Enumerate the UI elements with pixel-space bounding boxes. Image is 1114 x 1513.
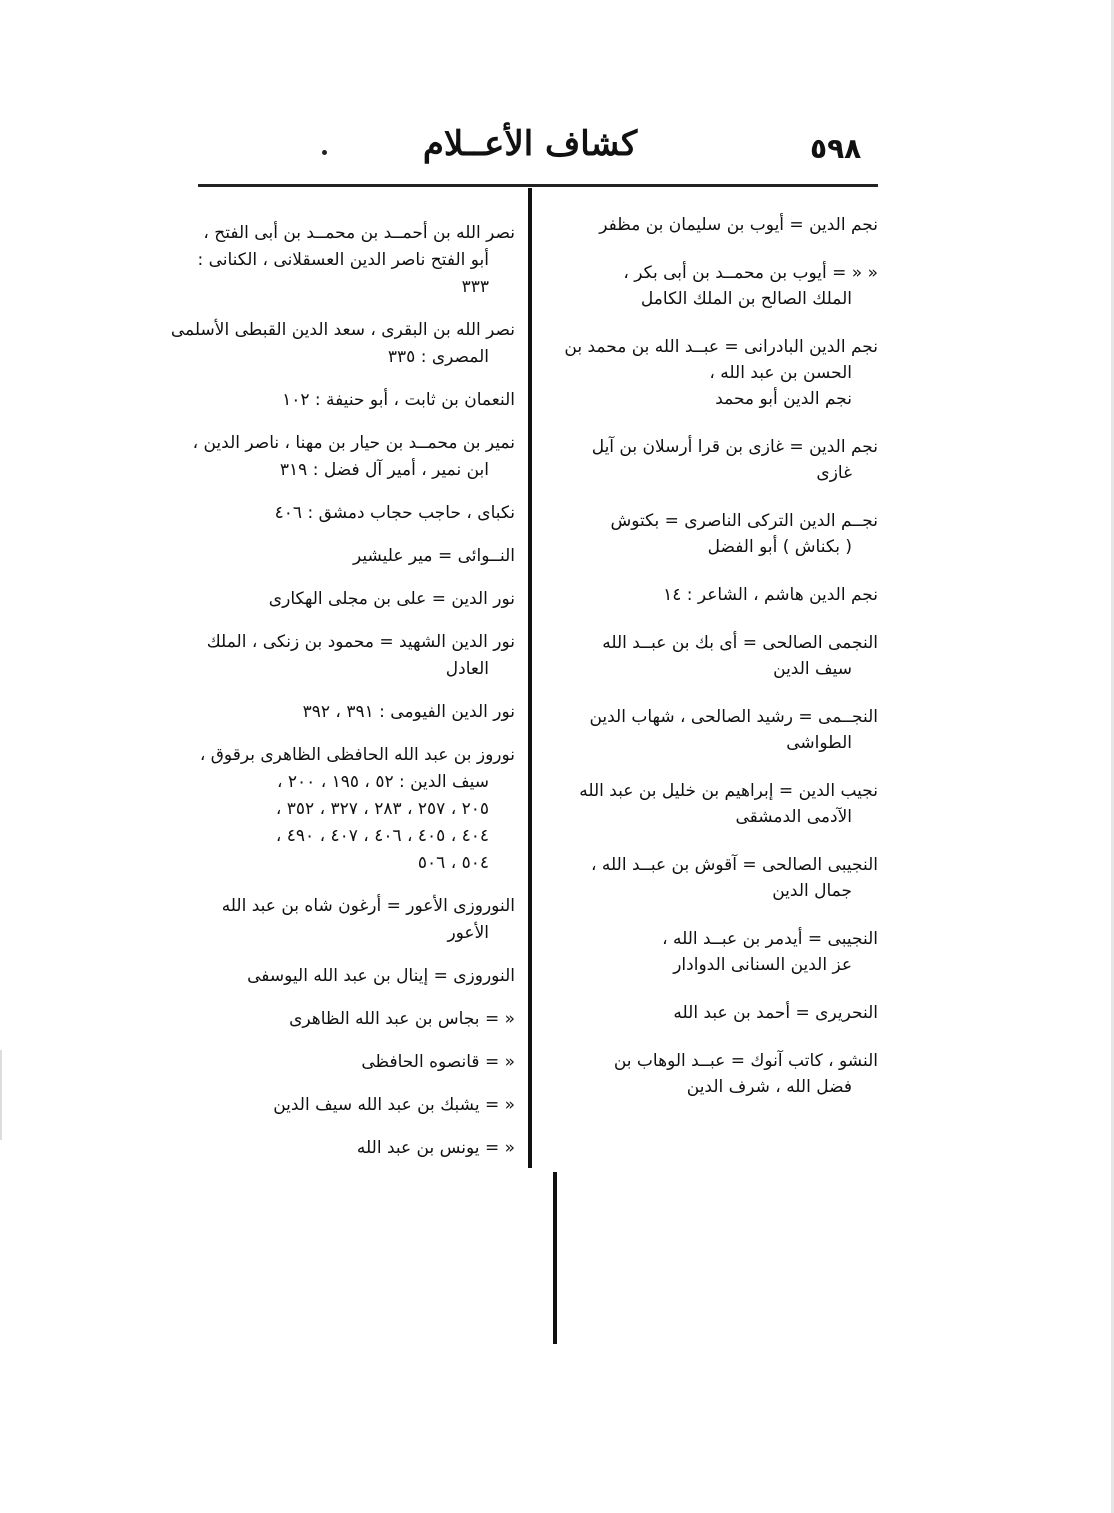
- index-entry-continuation: فضل الله ، شرف الدين: [686, 1077, 852, 1097]
- index-entry-continuation: سيف الدين : ٥٢ ، ١٩٥ ، ٢٠٠ ،: [277, 772, 489, 792]
- index-entry-headline: النشو ، كاتب آنوك = عبــد الوهاب بن: [613, 1051, 878, 1071]
- index-entry: [210, 893, 515, 947]
- column-divider-lower: [553, 1172, 557, 1344]
- index-entry-headline: نوروز بن عبد الله الحافظى الظاهرى برقوق ،: [199, 745, 515, 765]
- index-entry-headline: « « = أيوب بن محمــد بن أبى بكر ،: [623, 263, 878, 283]
- index-entry-continuation: الأعور: [447, 923, 489, 943]
- index-entry: [197, 220, 515, 301]
- index-entry-continuation: ٢٠٥ ، ٢٥٧ ، ٢٨٣ ، ٣٢٧ ، ٣٥٢ ،: [275, 799, 489, 819]
- index-entry: [210, 1049, 515, 1076]
- index-entry: [560, 582, 878, 608]
- index-entry: [560, 508, 878, 560]
- index-entry-headline: نجــم الدين التركى الناصرى = بكتوش: [610, 511, 878, 531]
- index-entry: [560, 778, 878, 830]
- header-dot: [322, 150, 327, 155]
- index-entry-continuation: العادل: [445, 659, 489, 679]
- index-entry: [210, 500, 515, 527]
- index-entry-headline: نور الدين = على بن مجلى الهكارى: [268, 589, 515, 609]
- index-entry: [210, 586, 515, 613]
- page-number: ٥٩٨: [810, 132, 862, 165]
- index-entry-headline: النجــمى = رشيد الصالحى ، شهاب الدين: [589, 707, 878, 727]
- index-entry-continuation: ( بكناش ) أبو الفضل: [707, 537, 852, 557]
- index-entry-continuation: أبو الفتح ناصر الدين العسقلانى ، الكنانى :: [197, 250, 489, 270]
- index-entry: [560, 630, 878, 682]
- right-column: [560, 212, 878, 1122]
- index-entry-headline: النجيبى = أيدمر بن عبــد الله ،: [662, 929, 878, 949]
- index-entry-headline: « = قانصوه الحافظى: [361, 1052, 515, 1072]
- index-entry-headline: نجيب الدين = إبراهيم بن خليل بن عبد الله: [579, 781, 878, 801]
- index-entry: [210, 387, 515, 414]
- index-entry: [210, 543, 515, 570]
- index-entry-continuation: المصرى : ٣٣٥: [387, 347, 489, 367]
- index-entry-continuation: جمال الدين: [772, 881, 852, 901]
- index-entry: [210, 699, 515, 726]
- index-entry: [560, 704, 878, 756]
- index-entry: [560, 260, 878, 312]
- index-entry: [210, 963, 515, 990]
- index-entry-headline: النــوائى = مير عليشير: [352, 546, 515, 566]
- index-entry-continuation: الحسن بن عبد الله ،: [709, 363, 852, 383]
- index-entry-headline: النوروزى الأعور = أرغون شاه بن عبد الله: [221, 896, 515, 916]
- index-entry-headline: نجم الدين هاشم ، الشاعر : ١٤: [663, 585, 878, 605]
- index-entry-headline: نصر الله بن البقرى ، سعد الدين القبطى الأسلمى: [170, 320, 515, 340]
- index-entry: [560, 1000, 878, 1026]
- scan-edge-mark: [0, 1050, 2, 1140]
- index-entry-continuation: ابن نمير ، أمير آل فضل : ٣١٩: [279, 460, 489, 480]
- index-entry-continuation: الطواشى: [786, 733, 852, 753]
- header-rule: [198, 184, 878, 187]
- index-entry: [560, 1048, 878, 1100]
- index-entry: [170, 317, 515, 371]
- index-entry-headline: نكباى ، حاجب حجاب دمشق : ٤٠٦: [274, 503, 515, 523]
- index-entry-continuation: ٣٣٣: [461, 277, 489, 297]
- column-divider-upper: [528, 188, 532, 1168]
- index-entry-headline: النحريرى = أحمد بن عبد الله: [673, 1003, 878, 1023]
- index-entry-headline: النجمى الصالحى = أى بك بن عبــد الله: [602, 633, 878, 653]
- index-entry-headline: النعمان بن ثابت ، أبو حنيفة : ١٠٢: [282, 390, 515, 410]
- index-entry-continuation: نجم الدين أبو محمد: [715, 389, 852, 409]
- index-entry-headline: النوروزى = إينال بن عبد الله اليوسفى: [247, 966, 515, 986]
- index-entry: [210, 1006, 515, 1033]
- index-entry: [206, 629, 515, 683]
- index-entry: [560, 434, 878, 486]
- index-entry-headline: نصر الله بن أحمــد بن محمــد بن أبى الفتح ،: [203, 223, 515, 243]
- index-entry-headline: نور الدين الفيومى : ٣٩١ ، ٣٩٢: [302, 702, 515, 722]
- index-entry: [560, 334, 878, 412]
- index-entry-headline: النجيبى الصالحى = آقوش بن عبــد الله ،: [591, 855, 878, 875]
- index-entry: [192, 430, 515, 484]
- index-entry-continuation: الآدمى الدمشقى: [735, 807, 852, 827]
- index-entry-headline: « = بجاس بن عبد الله الظاهرى: [289, 1009, 515, 1029]
- index-entry: [210, 1092, 515, 1119]
- index-entry-headline: « = يونس بن عبد الله: [356, 1138, 515, 1158]
- running-title: كشاف الأعــلام: [422, 124, 638, 164]
- index-entry-headline: نجم الدين = أيوب بن سليمان بن مظفر: [599, 215, 878, 235]
- index-entry: [560, 852, 878, 904]
- index-entry-continuation: الملك الصالح بن الملك الكامل: [640, 289, 852, 309]
- index-entry-continuation: سيف الدين: [773, 659, 852, 679]
- index-entry-continuation: غازى: [816, 463, 852, 483]
- index-entry-continuation: ٥٠٤ ، ٥٠٦: [417, 853, 489, 873]
- index-entry: [210, 1135, 515, 1162]
- index-entry-headline: نور الدين الشهيد = محمود بن زنكى ، الملك: [206, 632, 515, 652]
- index-entry: [560, 212, 878, 238]
- index-entry-headline: « = يشبك بن عبد الله سيف الدين: [273, 1095, 515, 1115]
- left-column: [170, 220, 515, 1178]
- index-entry-headline: نجم الدين البادرانى = عبــد الله بن محمد بن: [564, 337, 878, 357]
- index-entry-continuation: ٤٠٤ ، ٤٠٥ ، ٤٠٦ ، ٤٠٧ ، ٤٩٠ ،: [275, 826, 489, 846]
- index-entry: [199, 742, 515, 877]
- index-entry-continuation: عز الدين السنانى الدوادار: [673, 955, 852, 975]
- index-entry-headline: نجم الدين = غازى بن قرا أرسلان بن آيل: [591, 437, 878, 457]
- index-entry: [560, 926, 878, 978]
- index-entry-headline: نمير بن محمــد بن حيار بن مهنا ، ناصر الدين ،: [192, 433, 515, 453]
